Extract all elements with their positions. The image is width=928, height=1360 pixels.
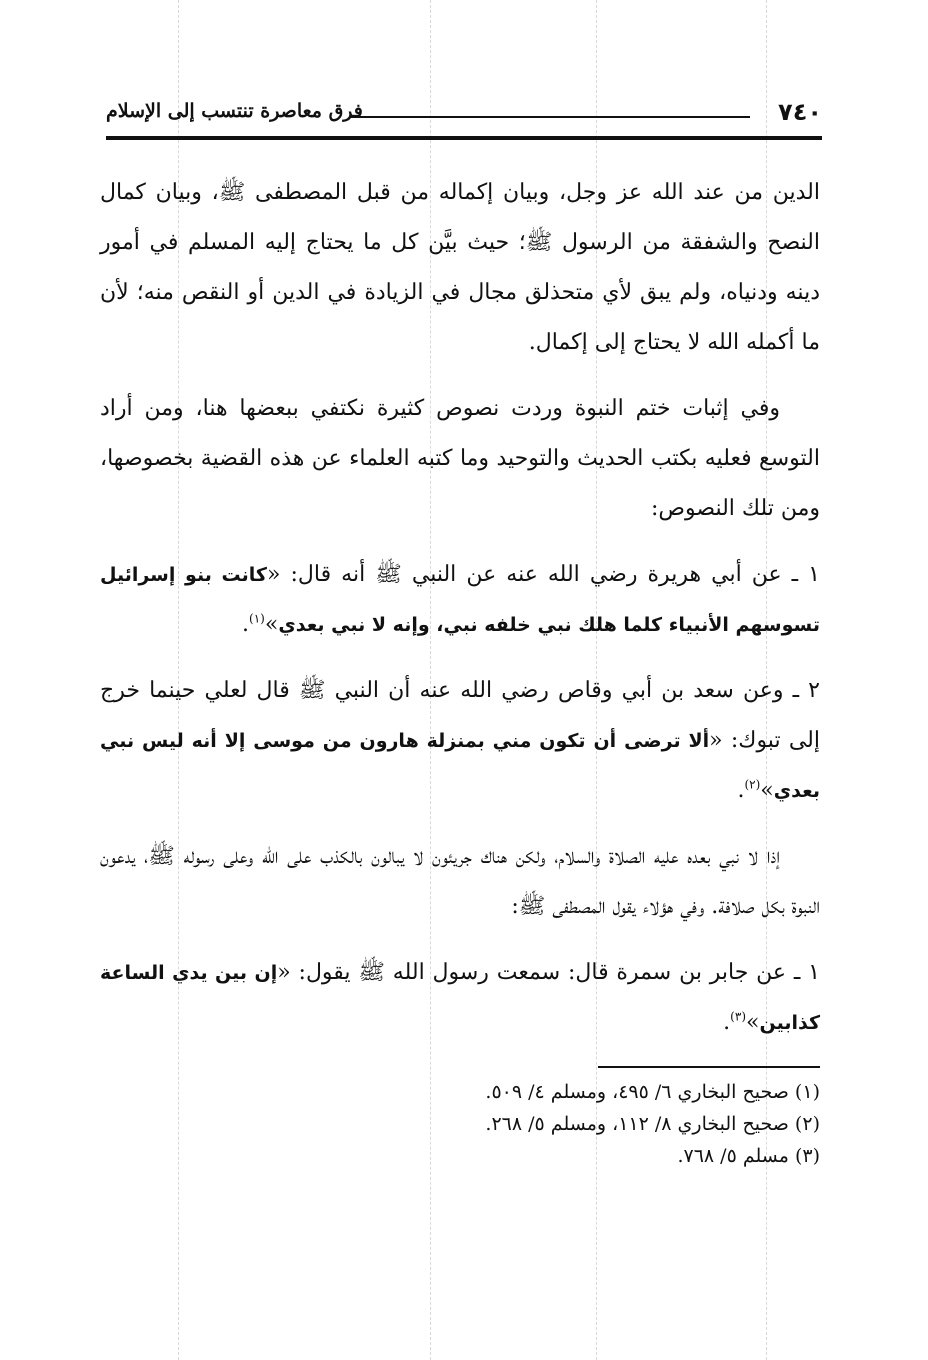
main-text [100, 168, 820, 1064]
hadith-item [100, 666, 820, 816]
paragraph: الدين من عند الله عز وجل، وبيان إكماله من قبل المصطفى ﷺ، وبيان كمال النصح والشفقة من الرسول ﷺ؛ حيث بيَّن كل ما يحتاج إليه المسلم في أمور دينه ودنياه، ولم يبق لأي متحذلق مجال في الزيادة في الدين أو النقص منه؛ لأن ما أكمله الله لا يحتاج إلى إكمال. [100, 180, 820, 355]
hadith-intro: ٢ ـ وعن سعد بن أبي وقاص رضي الله عنه أن النبي ﷺ قال لعلي حينما خرج إلى تبوك: « [100, 678, 820, 753]
header-title: فرق معاصرة تنتسب إلى الإسلام [106, 100, 363, 122]
quote-close: » [746, 1010, 760, 1035]
paragraph: إذا لا نبي بعده عليه الصلاة والسلام، ولكن هناك جريئون لا يبالون بالكذب على الله وعلى رسوله ﷺ، يدعون النبوة بكل صلافة. وفي هؤلاء يقول المصطفى ﷺ: [100, 844, 820, 919]
header-divider [106, 136, 822, 140]
hadith-item [100, 948, 820, 1048]
running-header [106, 96, 822, 136]
header-rule [350, 116, 750, 118]
hadith-quote: إن بين يدي الساعة كذابين [100, 962, 820, 1034]
footnotes [300, 1076, 820, 1172]
quote-close: » [264, 612, 279, 637]
footnote-ref[interactable]: (٢) [744, 777, 761, 792]
footnote-separator [598, 1066, 820, 1068]
sentence-end: . [242, 612, 250, 637]
hadith-intro: ١ ـ عن جابر بن سمرة قال: سمعت رسول الله ﷺ يقول: « [277, 960, 820, 985]
footnote: (٣) مسلم ٥/ ٧٦٨. [677, 1145, 820, 1167]
hadith-quote: ألا ترضى أن تكون مني بمنزلة هارون من موسى إلا أنه ليس نبي بعدي [100, 730, 820, 802]
sentence-end: . [737, 778, 745, 803]
footnote-ref[interactable]: (٣) [730, 1009, 746, 1024]
hadith-quote: كانت بنو إسرائيل تسوسهم الأنبياء كلما هلك نبي خلفه نبي، وإنه لا نبي بعدي [100, 564, 820, 636]
hadith-intro: ١ ـ عن أبي هريرة رضي الله عنه عن النبي ﷺ أنه قال: « [266, 562, 820, 587]
footnote: (١) صحيح البخاري ٦/ ٤٩٥، ومسلم ٤/ ٥٠٩. [485, 1081, 820, 1103]
hadith-item [100, 550, 820, 650]
paragraph: وفي إثبات ختم النبوة وردت نصوص كثيرة نكتفي ببعضها هنا، ومن أراد التوسع فعليه بكتب الحديث والتوحيد وما كتبه العلماء عن هذه القضية بخصوصها، ومن تلك النصوص: [100, 396, 820, 521]
footnote: (٢) صحيح البخاري ٨/ ١١٢، ومسلم ٥/ ٢٦٨. [485, 1113, 820, 1135]
quote-close: » [760, 778, 774, 803]
sentence-end: . [723, 1010, 731, 1035]
footnote-ref[interactable]: (١) [249, 611, 265, 626]
page-number: ٧٤٠ [778, 98, 822, 126]
